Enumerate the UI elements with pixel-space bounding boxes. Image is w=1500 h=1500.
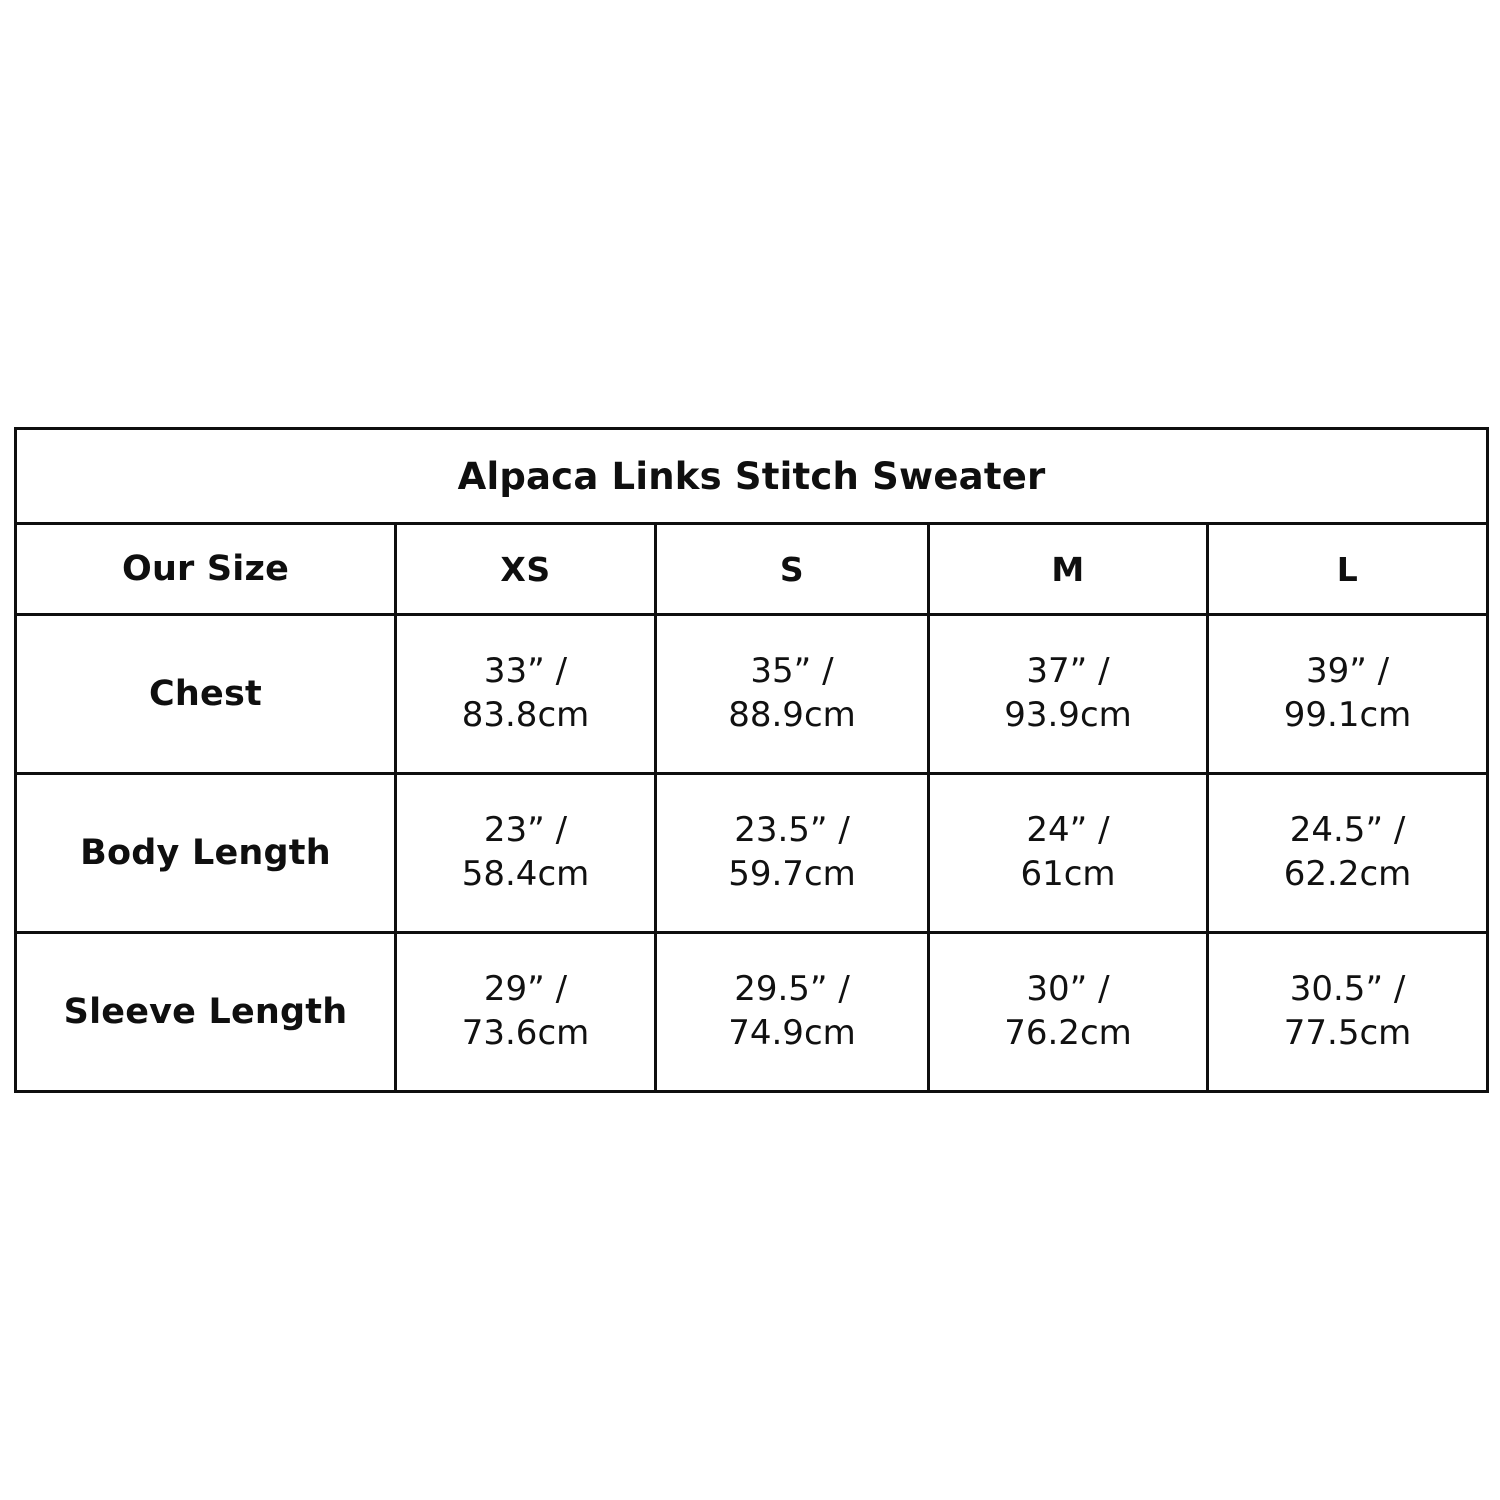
- cell-sleeve-length-s: [656, 933, 929, 1092]
- cell-sleeve-length-l: [1208, 933, 1488, 1092]
- measure-cm: 88.9cm: [728, 695, 856, 735]
- column-header-l: L: [1208, 524, 1488, 615]
- cell-body-length-s: [656, 774, 929, 933]
- column-header-our-size: Our Size: [16, 524, 396, 615]
- table-row: [16, 615, 1488, 774]
- cell-chest-xs: [396, 615, 656, 774]
- column-header-xs: XS: [396, 524, 656, 615]
- measure-inches: 29” /: [483, 969, 568, 1010]
- measure-inches: 24” /: [1026, 810, 1110, 851]
- measure-cm: 93.9cm: [1004, 695, 1132, 735]
- size-chart-container: [14, 427, 1486, 1093]
- column-header-s: S: [656, 524, 929, 615]
- size-chart-table: [14, 427, 1489, 1093]
- measure-cm: 99.1cm: [1283, 695, 1412, 735]
- table-header-row: [16, 524, 1488, 615]
- measure-cm: 83.8cm: [461, 695, 590, 735]
- measure-cm: 74.9cm: [728, 1013, 856, 1053]
- measure-cm: 73.6cm: [461, 1013, 590, 1053]
- cell-chest-l: [1208, 615, 1488, 774]
- column-header-m: M: [929, 524, 1208, 615]
- row-label-sleeve-length: Sleeve Length: [16, 933, 396, 1092]
- measure-cm: 58.4cm: [461, 854, 590, 894]
- page-title: Alpaca Links Stitch Sweater: [16, 429, 1488, 524]
- measure-inches: 37” /: [1026, 651, 1110, 692]
- cell-chest-m: [929, 615, 1208, 774]
- measure-cm: 61cm: [1020, 854, 1116, 894]
- cell-body-length-m: [929, 774, 1208, 933]
- cell-sleeve-length-m: [929, 933, 1208, 1092]
- cell-body-length-xs: [396, 774, 656, 933]
- table-row: [16, 774, 1488, 933]
- measure-cm: 77.5cm: [1283, 1013, 1412, 1053]
- measure-inches: 35” /: [750, 651, 834, 692]
- row-label-body-length: Body Length: [16, 774, 396, 933]
- measure-inches: 30.5” /: [1289, 969, 1406, 1010]
- measure-cm: 59.7cm: [728, 854, 856, 894]
- measure-inches: 33” /: [483, 651, 568, 692]
- measure-inches: 24.5” /: [1289, 810, 1406, 851]
- table-row: [16, 933, 1488, 1092]
- measure-inches: 29.5” /: [734, 969, 850, 1010]
- measure-cm: 62.2cm: [1283, 854, 1412, 894]
- row-label-chest: Chest: [16, 615, 396, 774]
- measure-inches: 30” /: [1026, 969, 1110, 1010]
- cell-sleeve-length-xs: [396, 933, 656, 1092]
- cell-chest-s: [656, 615, 929, 774]
- table-title-row: [16, 429, 1488, 524]
- measure-inches: 39” /: [1305, 651, 1390, 692]
- cell-body-length-l: [1208, 774, 1488, 933]
- measure-inches: 23.5” /: [734, 810, 850, 851]
- measure-inches: 23” /: [483, 810, 568, 851]
- measure-cm: 76.2cm: [1004, 1013, 1132, 1053]
